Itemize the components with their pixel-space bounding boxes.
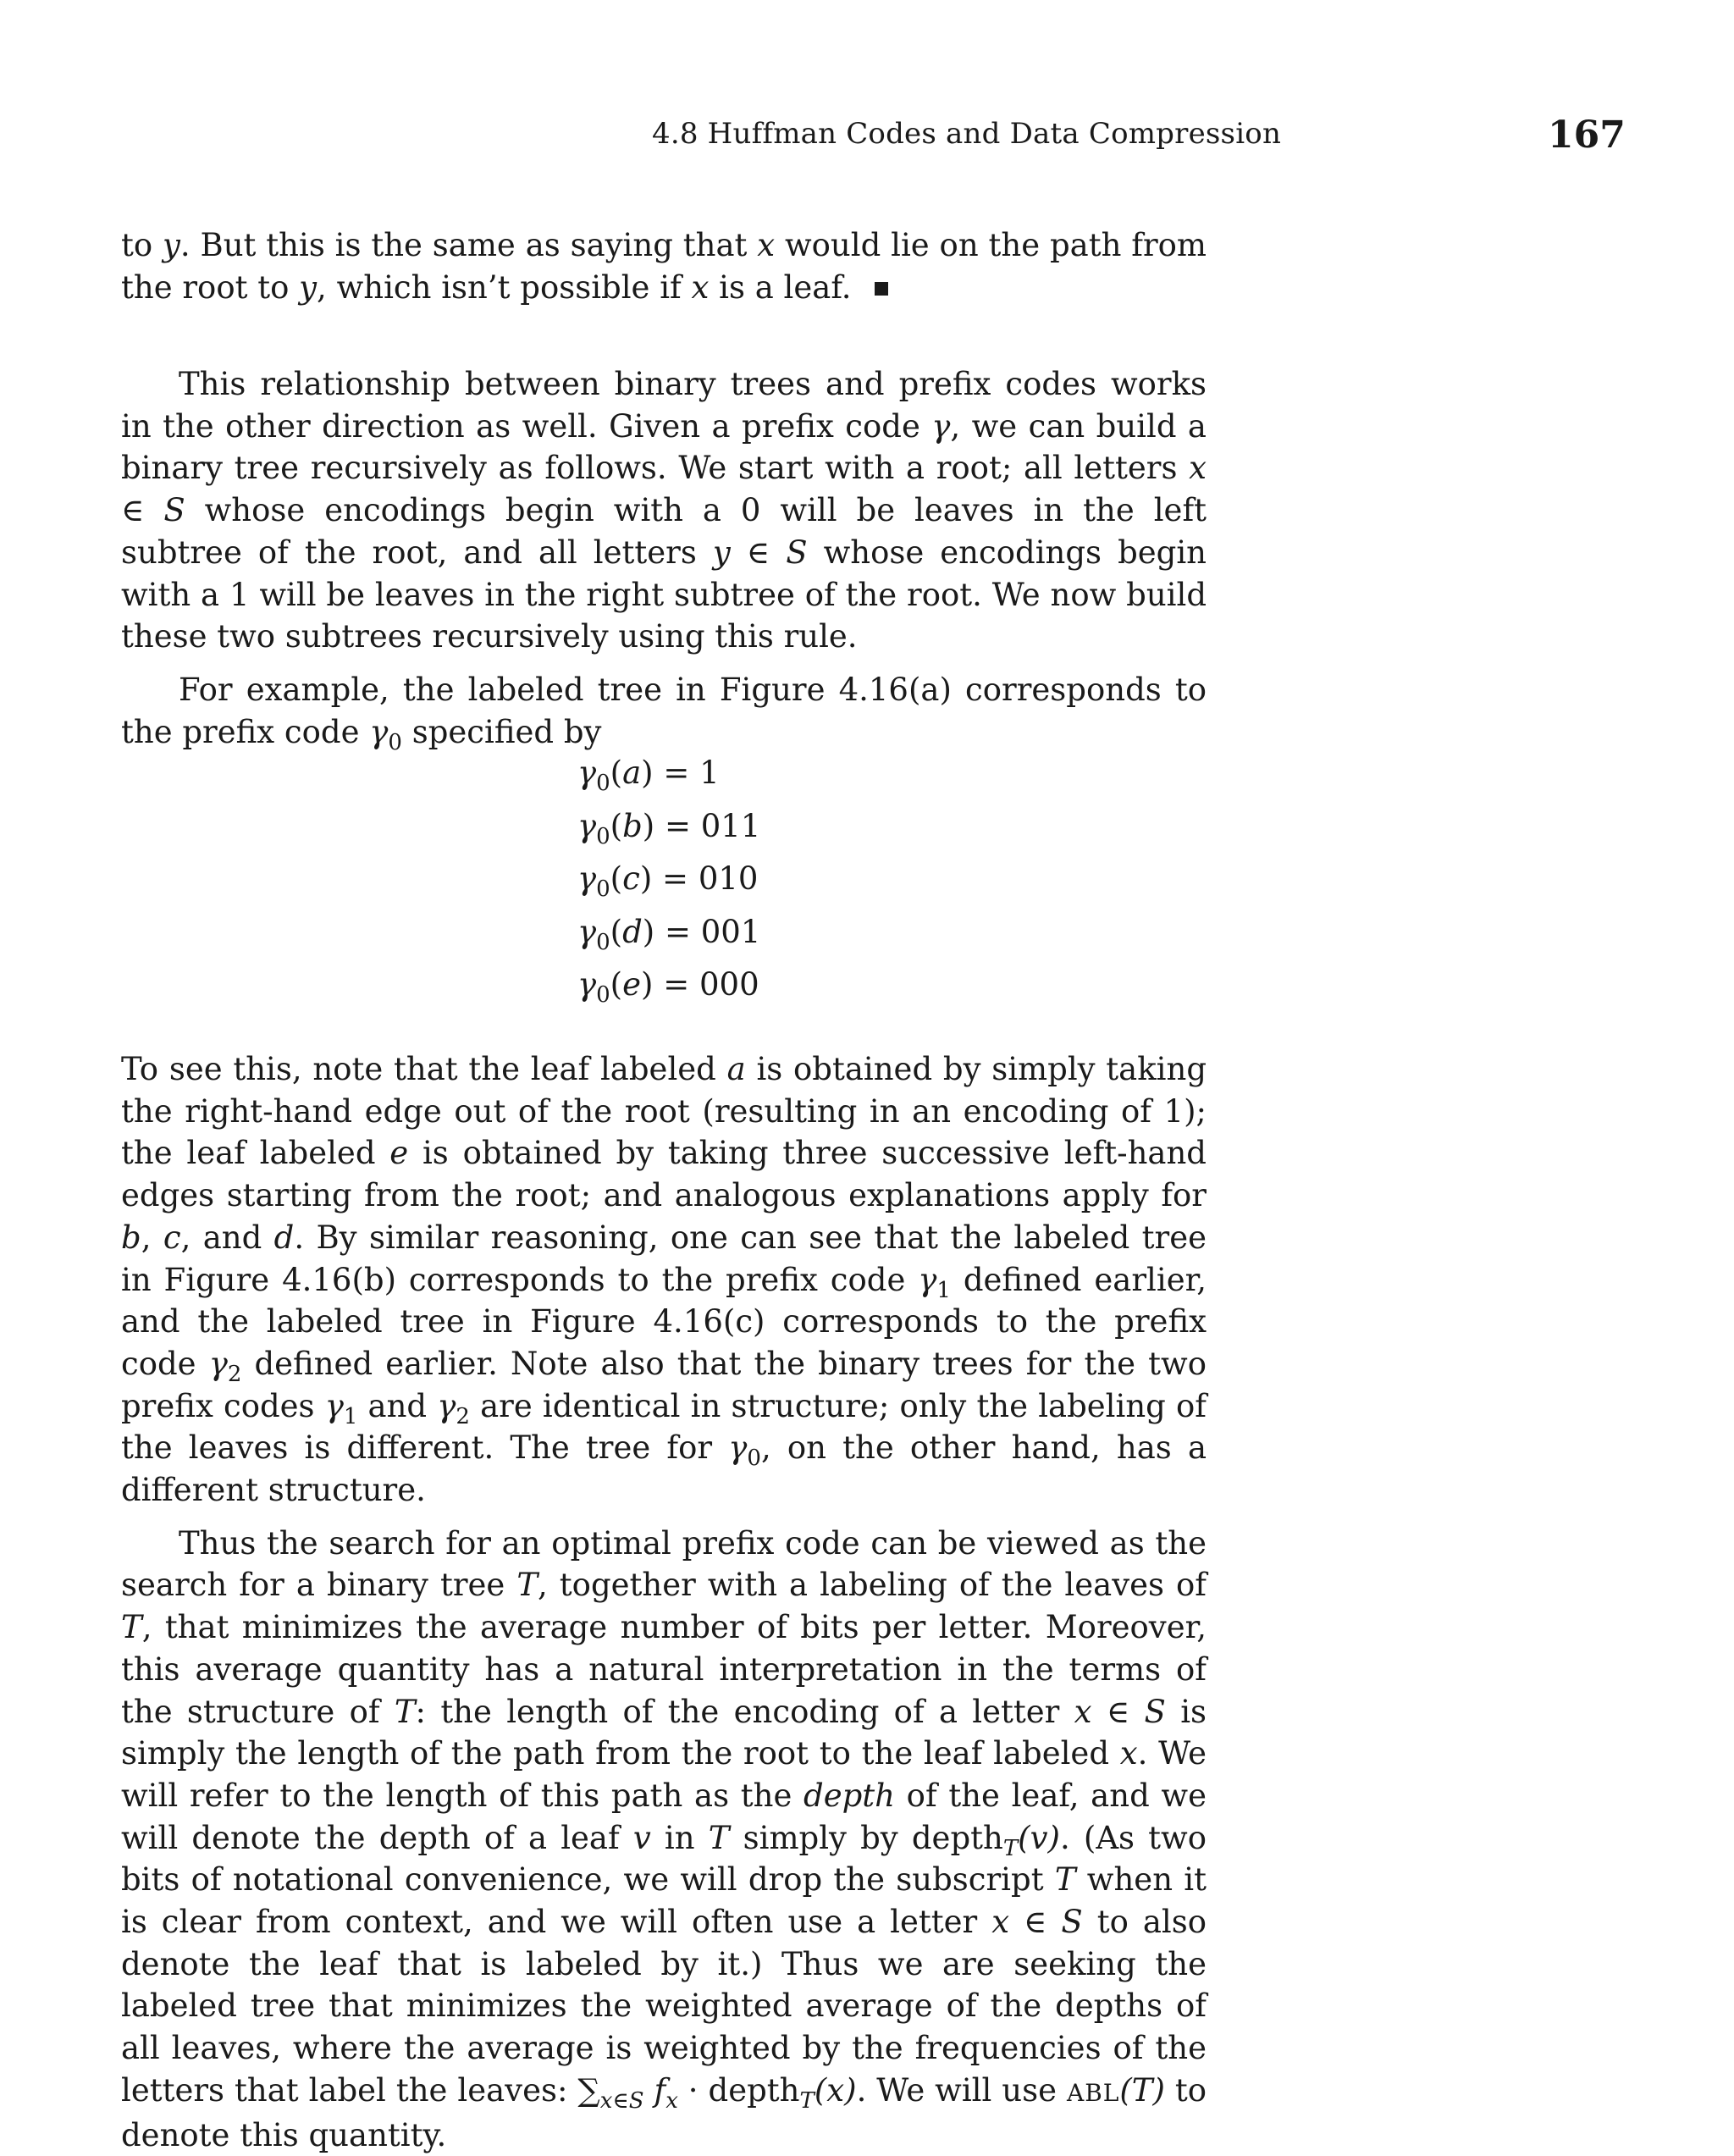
body-block-lower <box>121 1048 1207 2156</box>
equation-line: $\gamma_0(b) = 011$ <box>577 807 761 849</box>
equation-line: $\gamma_0(d) = 001$ <box>577 913 761 955</box>
body-block-upper <box>121 363 1207 753</box>
qed-square-icon <box>875 282 888 296</box>
paragraph-explanation: To see this, note that the leaf labeled a is obtained by simply taking the right-hand edge out of the root (resulting in an encoding of 1); the leaf labeled e is obtained by taking three successive left-hand edges starting from the root; and analogous explanations apply for b, c, and d. By similar reasoning, one can see that the labeled tree in Figure 4.16(b) corresponds to the prefix code $\gamma_1$ defined earlier, and the labeled tree in Figure 4.16(c) corresponds to the prefix code $\gamma_2$ defined earlier. Note also that the binary trees for the two prefix codes $\gamma_1$ and $\gamma_2$ are identical in structure; only the labeling of the leaves is different. The tree for $\gamma_0$, on the other hand, has a different structure. <box>121 1051 1207 1509</box>
equation-line: $\gamma_0(e) = 000$ <box>577 966 759 1008</box>
proof-end-block <box>121 224 1207 308</box>
running-head: 4.8 Huffman Codes and Data Compression <box>652 117 1282 151</box>
proof-end-paragraph: to y. But this is the same as saying that x would lie on the path from the root to y, which isn’t possible if x is a leaf. <box>121 227 1207 306</box>
page-number: 167 <box>1548 113 1626 157</box>
equation-line: $\gamma_0(a) = 1$ <box>577 755 720 796</box>
paragraph-example-intro: For example, the labeled tree in Figure 4.16(a) corresponds to the prefix code $\gamma_0$ specified by <box>121 671 1207 755</box>
code-definition-equations <box>577 747 760 1012</box>
paragraph-tree-to-code: This relationship between binary trees and prefix codes works in the other direction as well. Given a prefix code γ, we can build a binary tree recursively as follows. We start with a root; all letters x ∈ S whose encodings begin with a 0 will be leaves in the left subtree of the root, and all letters y ∈ S whose encodings begin with a 1 will be leaves in the right subtree of the root. We now build these two subtrees recursively using this rule. <box>121 366 1207 655</box>
paragraph-optimal-search: Thus the search for an optimal prefix code can be viewed as the search for a binary tree T, together with a labeling of the leaves of T, that minimizes the average number of bits per letter. Moreover, this average quantity has a natural interpretation in the terms of the structure of T: the length of the encoding of a letter x ∈ S is simply the length of the path from the root to the leaf labeled x. We will refer to the length of this path as the depth of the leaf, and we will denote the depth of a leaf v in T simply by depth$_T$(v). (As two bits of notational convenience, we will drop the subscript T when it is clear from context, and we will often use a letter x ∈ S to also denote the leaf that is labeled by it.) Thus we are seeking the labeled tree that minimizes the weighted average of the depths of all leaves, where the average is weighted by the frequencies of the letters that label the leaves: $\sum_{x\in S}$ $f_x$ · depth$_T$(x). We will use ABL(T) to denote this quantity. <box>121 1524 1207 2153</box>
equation-line: $\gamma_0(c) = 010$ <box>577 860 759 902</box>
